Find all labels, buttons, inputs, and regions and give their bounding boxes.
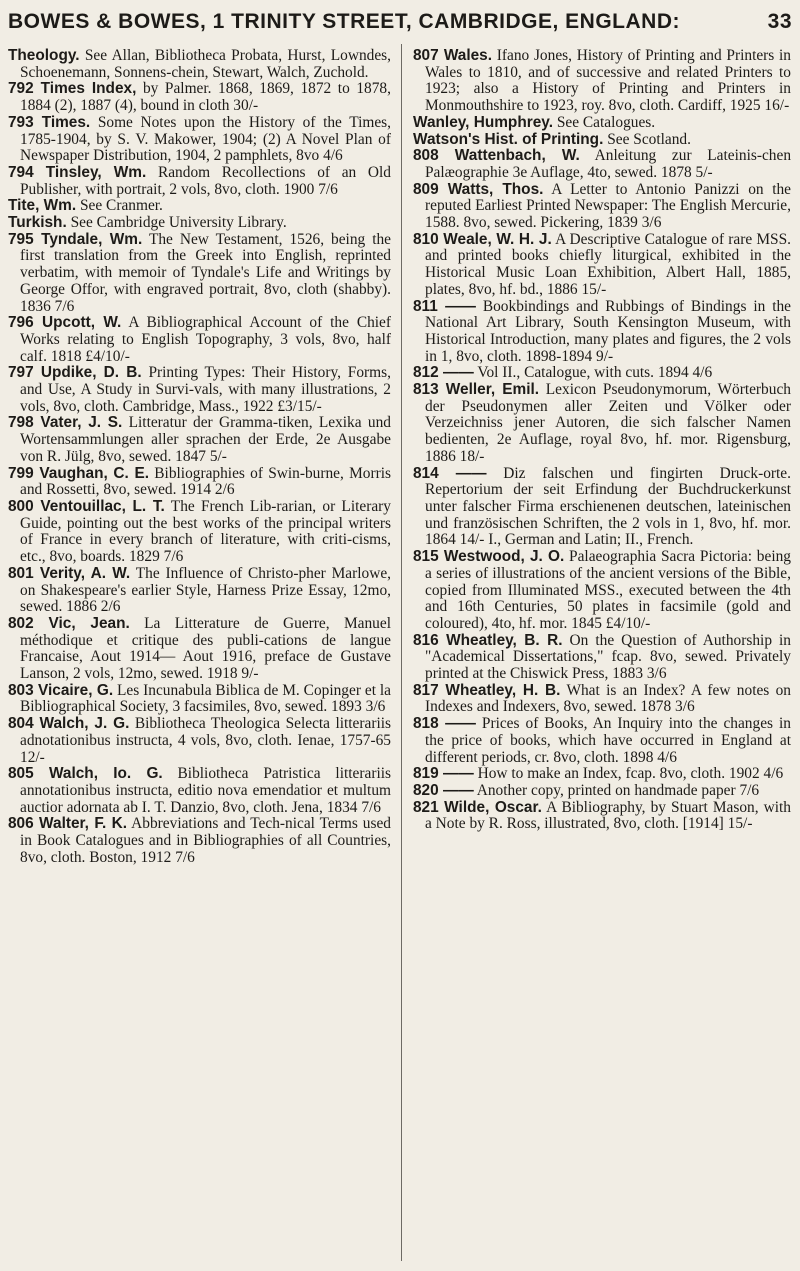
entry-heading: Theology. [8,47,80,64]
page-header [0,0,800,44]
left-column [8,48,391,1263]
catalogue-entry [413,633,791,683]
entry-text: Anleitung zur Lateinis-chen Palæographie 3e Auflage, 4to, sewed. 1878 5/- [425,147,792,181]
entry-text: A Letter to Antonio Panizzi on the reputed Earliest Printed Newspaper: The English Mercurie, 1588. 8vo, sewed. Pickering, 1839 3/6 [425,180,792,232]
catalogue-entry [413,299,791,366]
entry-text: See Cambridge University Library. [70,214,287,232]
catalogue-entry [413,232,791,299]
catalogue-entry [8,165,391,198]
entry-text: Bibliographies of Swin-burne, Morris and Rossetti, 8vo, sewed. 1914 2/6 [20,464,391,499]
entry-text: A Descriptive Catalogue of rare MSS. and printed books chiefly liturgical, exhibited in the Historical Music Loan Exhibition, Albert Hall, 1885, plates, 8vo, hf. bd., 1886 15/- [425,230,791,298]
entry-heading: 818 —— [413,715,476,733]
entry-text: Les Incunabula Biblica de M. Copinger et la Bibliographical Society, 3 facsimiles, 8vo, sewed. 1893 3/6 [20,681,391,716]
entry-text: See Allan, Bibliotheca Probata, Hurst, Lowndes, Schoenemann, Sonnens-chein, Stewart, Walch, Zuchold. [20,47,391,81]
entry-text: La Litterature de Guerre, Manuel méthodique et critique des publi-cations de langue Francaise, Aout 1914— Aout 1916, preface de Gustave Lanson, 2 vols, 12mo, sewed. 1918 9/- [20,614,391,683]
entry-text: Prices of Books, An Inquiry into the changes in the price of books, which have occurred in England at different periods, cr. 8vo, cloth. 1898 4/6 [425,715,791,766]
catalogue-entry [8,198,391,215]
catalogue-entry [8,415,391,465]
catalogue-entry [413,800,791,833]
entry-text: Abbreviations and Tech-nical Terms used in Book Catalogues and in Bibliographies of all Countries, 8vo, cloth. Boston, 1912 7/6 [20,815,391,866]
catalogue-entry [8,48,391,81]
catalogue-entry [413,683,791,716]
catalogue-entry [413,466,791,550]
entry-heading: Tite, Wm. [8,197,77,215]
entry-text: On the Question of Authorship in "Academical Dissertations," fcap. 8vo, sewed. Privately printed at the Chiswick Press, 1883 3/6 [425,631,791,683]
entry-text: Random Recollections of an Old Publisher, with portrait, 2 vols, 8vo, cloth. 1900 7/6 [20,163,392,198]
entry-heading: 815 Westwood, J. O. [413,548,565,566]
entry-heading: 813 Weller, Emil. [413,381,540,399]
entry-heading: 814 —— [413,464,487,482]
entry-heading: 817 Wheatley, H. B. [413,681,561,699]
entry-heading: 810 Weale, W. H. J. [413,230,552,248]
entry-text: The Influence of Christo-pher Marlowe, on Shakespeare's earlier Style, Harness Prize Essay, 12mo, sewed. 1886 2/6 [20,564,391,616]
entry-heading: 805 Walch, Io. G. [8,765,163,783]
catalogue-entry [413,382,791,466]
entry-text: See Cranmer. [79,197,163,215]
entry-heading: 803 Vicaire, G. [8,681,114,699]
entry-heading: 811 —— [413,297,476,315]
catalogue-entry [8,816,391,866]
catalogue-entry [413,365,791,382]
entry-text: See Scotland. [607,130,691,148]
catalogue-entry [413,766,791,783]
entry-heading: 806 Walter, F. K. [8,815,128,833]
entry-text: Bibliotheca Patristica litterariis annotationibus instructa, editio nova emendatior et multum auctior adornata ab I. T. Danzio, 8vo, cloth. Jena, 1834 7/6 [20,765,391,816]
entry-heading: 816 Wheatley, B. R. [413,631,563,649]
entry-heading: 801 Verity, A. W. [8,564,131,582]
catalogue-entry [8,716,391,766]
entry-text: Palaeographia Sacra Pictoria: being a series of illustrations of the ancient versions of the Bible, copied from Illuminated MSS., executed between the 4th and 16th Centuries, 50 plates in facsimile (gold and coloured), 4to, hf. mor. 1845 £4/10/- [425,548,791,632]
entry-heading: 809 Watts, Thos. [413,180,544,198]
catalogue-entry [413,716,791,766]
entry-text: Some Notes upon the History of the Times, 1785-1904, by S. V. Makower, 1904; (2) A Novel Plan of Newspaper Distribution, 1904, 2 pamphlets, 8vo 4/6 [20,113,391,165]
entry-text: A Bibliography, by Stuart Mason, with a Note by R. Ross, illustrated, 8vo, cloth. [1914] 15/- [425,798,792,833]
catalogue-entry [8,232,391,316]
entry-text: Another copy, printed on handmade paper 7/6 [476,781,760,799]
entry-heading: 821 Wilde, Oscar. [413,798,542,816]
entry-heading: 808 Wattenbach, W. [413,147,580,165]
entry-text: Diz falschen und fingirten Druck-orte. Repertorium der seit Erfindung der Buchdruckerkunst unter falscher Firma erschienenen deutschen, lateinischen und französischen Schriften, the 2 vols in 1, 8vo, hf. mor. 1864 14/- I., German and Latin; II., French. [425,464,791,549]
catalogue-entry [413,115,791,132]
entry-heading: 792 Times Index, [8,80,137,98]
entry-text: Lexicon Pseudonymorum, Wörterbuch der Pseudonymen aller Zeiten und Völker oder Verzeichniss jener Autoren, die sich falscher Namen bedienten, 2e Auflage, royal 8vo, hf. mor. Rigensburg, 1886 18/- [425,381,791,465]
entry-heading: 795 Tyndale, Wm. [8,230,143,248]
entry-heading: Watson's Hist. of Printing. [413,130,604,148]
catalogue-entry [413,783,791,800]
column-divider [401,44,402,1261]
entry-text: by Palmer. 1868, 1869, 1872 to 1878, 1884 (2), 1887 (4), bound in cloth 30/- [20,80,391,115]
catalogue-entry [413,132,791,149]
catalogue-entry [8,365,391,415]
catalogue-entry [413,148,791,181]
page-number: 33 [767,10,792,33]
entry-text: What is an Index? A few notes on Indexes and Indexers, 8vo, sewed. 1878 3/6 [425,681,791,716]
entry-heading: 819 —— [413,765,474,783]
right-column [413,48,791,1263]
entry-heading: 798 Vater, J. S. [8,414,123,432]
entry-text: The French Lib-rarian, or Literary Guide, pointing out the best works of the principal writers of France in every branch of literature, with criti-cisms, etc., 8vo, boards. 1829 7/6 [20,497,391,566]
entry-text: See Catalogues. [556,113,656,131]
entry-heading: 812 —— [413,364,474,382]
entry-heading: 799 Vaughan, C. E. [8,464,150,482]
page-header-title: BOWES & BOWES, 1 TRINITY STREET, CAMBRIDGE, ENGLAND: [8,10,680,33]
catalogue-entry [8,215,391,232]
entry-heading: Turkish. [8,214,67,232]
entry-heading: 794 Tinsley, Wm. [8,163,147,181]
catalogue-entry [413,182,791,232]
entry-text: Printing Types: Their History, Forms, and Use, A Study in Survi-vals, with many illustrations, 2 vols, 8vo, cloth. Cambridge, Mass., 1922 £3/15/- [20,364,391,415]
entry-text: The New Testament, 1526, being the first translation from the Greek into English, reprinted verbatim, with memoir of Tyndale's Life and Writings by George Offor, with engraved portrait, 8vo, cloth (shabby). 1836 7/6 [20,230,391,315]
entry-text: How to make an Index, fcap. 8vo, cloth. 1902 4/6 [477,765,784,783]
entry-heading: 807 Wales. [413,47,493,64]
entry-text: Bibliotheca Theologica Selecta litterariis adnotationibus instructa, 4 vols, 8vo, cloth. Ienae, 1757-65 12/- [20,715,391,766]
catalogue-entry [413,48,791,115]
catalogue-entry [8,115,391,165]
entry-text: Vol II., Catalogue, with cuts. 1894 4/6 [477,364,713,382]
entry-text: Litteratur der Gramma-tiken, Lexika und Wortensammlungen aller sprachen der Erde, 2e Ausgabe von R. Jülg, 8vo, sewed. 1847 5/- [20,414,391,465]
entry-heading: 802 Vic, Jean. [8,614,130,632]
catalogue-entry [8,683,391,716]
entry-text: Bookbindings and Rubbings of Bindings in the National Art Library, South Kensington Museum, with Historical Introduction, many plates and figures, the 2 vols in 1, 8vo, cloth. 1898-1894 9/- [425,297,791,365]
entry-heading: 820 —— [413,781,474,799]
entry-text: A Bibliographical Account of the Chief Works relating to English Topography, 3 vols, 8vo, half calf. 1818 £4/10/- [20,314,392,365]
entry-heading: 796 Upcott, W. [8,314,122,332]
catalogue-entry [413,549,791,633]
catalogue-entry [8,566,391,616]
catalogue-entry [8,766,391,816]
catalogue-entry [8,315,391,365]
entry-heading: 793 Times. [8,113,91,131]
entry-heading: 800 Ventouillac, L. T. [8,497,165,515]
catalogue-entry [8,499,391,566]
catalogue-entry [8,81,391,114]
catalogue-entry [8,616,391,683]
entry-text: Ifano Jones, History of Printing and Printers in Wales to 1810, and of successive and related Printers to 1923; also a History of Printing and Printers in Monmouthshire to 1923, roy. 8vo, cloth. Cardiff, 1925 16/- [425,47,791,115]
entry-heading: Wanley, Humphrey. [413,113,553,131]
catalogue-entry [8,466,391,499]
entry-heading: 797 Updike, D. B. [8,364,142,382]
entry-heading: 804 Walch, J. G. [8,715,130,733]
